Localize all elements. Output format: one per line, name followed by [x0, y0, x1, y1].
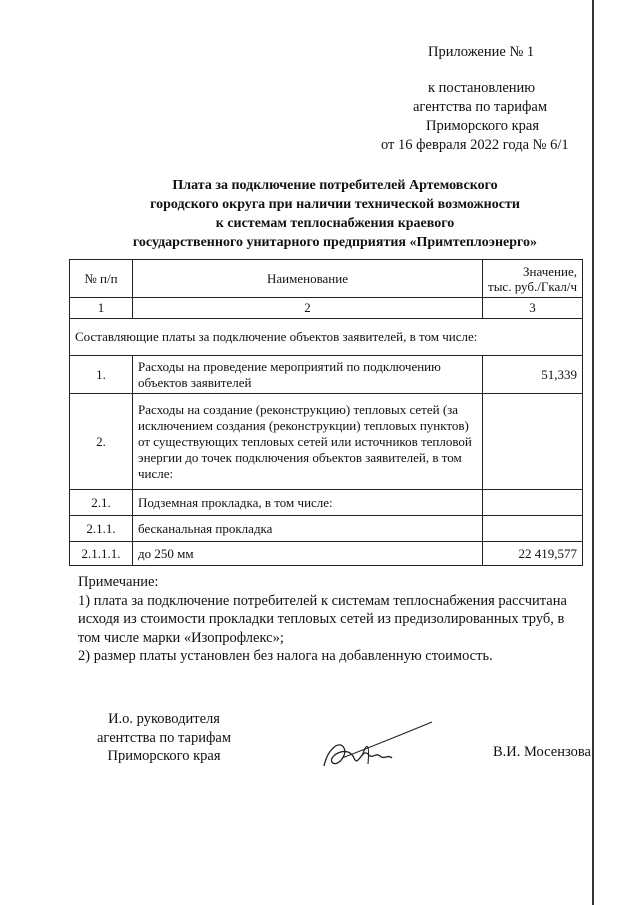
- header-value-line-2: тыс. руб./Гкал/ч: [488, 278, 577, 294]
- row-value: [483, 516, 583, 542]
- header-value: [483, 260, 583, 298]
- notes-block: [78, 573, 598, 666]
- table-row: [70, 542, 583, 566]
- row-name: бесканальная прокладка: [133, 516, 483, 542]
- row-name: Подземная прокладка, в том числе:: [133, 490, 483, 516]
- decree-line-1: к постановлению: [428, 80, 536, 96]
- row-number: 2.1.1.: [70, 516, 133, 542]
- decree-date: от 16 февраля 2022 года № 6/1: [381, 137, 569, 153]
- table-row: [70, 490, 583, 516]
- header-name: Наименование: [133, 260, 483, 298]
- row-value: 22 419,577: [483, 542, 583, 566]
- row-number: 2.: [70, 394, 133, 490]
- note-line: том числе марки «Изопрофлекс»;: [78, 629, 284, 646]
- table-header-row: [70, 260, 583, 298]
- row-name: до 250 мм: [133, 542, 483, 566]
- position-line: И.о. руководителя: [108, 711, 220, 727]
- header-number: № п/п: [70, 260, 133, 298]
- row-number: 1.: [70, 356, 133, 394]
- row-name: Расходы на создание (реконструкцию) тепловых сетей (за исключением создания (реконструкции) тепловых пунктов) от существующих тепловых сетей или источников тепловой энергии до точек подключения объектов заявителей, в том числе:: [133, 394, 483, 490]
- table-row: [70, 516, 583, 542]
- column-number: 2: [133, 298, 483, 319]
- note-line: исходя из стоимости прокладки тепловых сетей из предизолированных труб, в: [78, 611, 565, 627]
- header-value-line-1: Значение,: [523, 263, 577, 279]
- document-title: [70, 176, 600, 252]
- row-value: [483, 394, 583, 490]
- section-row: [70, 319, 583, 356]
- position-line: агентства по тарифам: [97, 729, 231, 746]
- note-line: 1) плата за подключение потребителей к системам теплоснабжения рассчитана: [78, 592, 567, 609]
- position-line: Приморского края: [107, 748, 221, 764]
- appendix-label: Приложение № 1: [428, 44, 535, 60]
- note-line: 2) размер платы установлен без налога на добавленную стоимость.: [78, 648, 493, 664]
- section-label: Составляющие платы за подключение объектов заявителей, в том числе:: [70, 319, 583, 356]
- table-row: [70, 356, 583, 394]
- decree-line-3: Приморского края: [426, 118, 540, 134]
- tariff-table: [69, 259, 583, 566]
- row-value: [483, 490, 583, 516]
- row-name: Расходы на проведение мероприятий по подключению объектов заявителей: [133, 356, 483, 394]
- title-line-4: государственного унитарного предприятия «Примтеплоэнерго»: [132, 235, 538, 250]
- decree-line-2: агентства по тарифам: [413, 99, 547, 115]
- row-number: 2.1.1.1.: [70, 542, 133, 566]
- row-value: 51,339: [483, 356, 583, 394]
- title-line-2: городского округа при наличии технической возможности: [150, 197, 520, 212]
- scan-edge-line: [592, 0, 594, 905]
- table-row: [70, 394, 583, 490]
- handwritten-signature: [318, 718, 438, 778]
- signatory-name: В.И. Мосензова: [493, 744, 591, 760]
- signatory-position: [84, 710, 244, 766]
- column-numbers-row: [70, 298, 583, 319]
- title-line-3: к системам теплоснабжения краевого: [215, 216, 455, 231]
- notes-heading: Примечание:: [78, 574, 159, 590]
- column-number: 1: [70, 298, 133, 319]
- title-line-1: Плата за подключение потребителей Артемовского: [172, 178, 498, 193]
- column-number: 3: [483, 298, 583, 319]
- row-number: 2.1.: [70, 490, 133, 516]
